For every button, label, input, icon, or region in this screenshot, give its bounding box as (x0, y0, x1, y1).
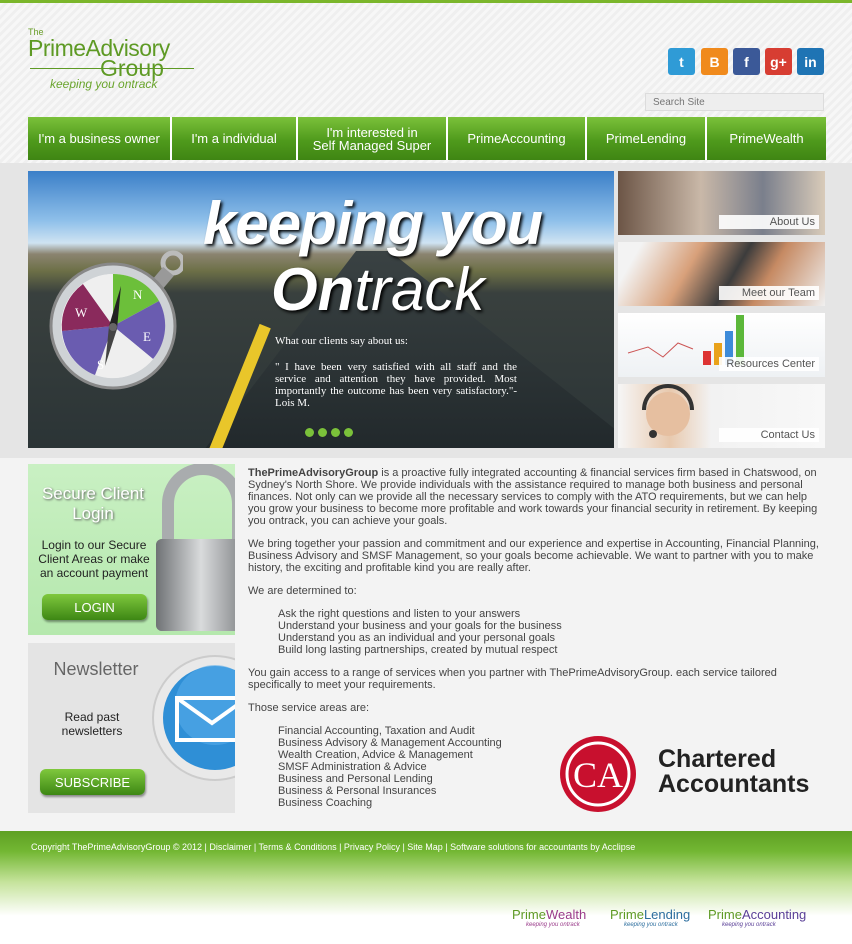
determined-heading: We are determined to: (248, 585, 357, 597)
nav-individual[interactable]: I'm a individual (172, 117, 298, 160)
logo-line1: PrimeAdvisory (28, 35, 170, 61)
compass-s: S (97, 357, 105, 372)
newsletter-box (28, 643, 235, 813)
search-input[interactable] (645, 93, 824, 111)
nav-prime-wealth[interactable]: PrimeWealth (707, 117, 826, 160)
logo-tagline: keeping you ontrack (50, 77, 158, 91)
slider-dot[interactable] (331, 428, 340, 437)
login-button[interactable]: LOGIN (42, 594, 147, 620)
main-nav (28, 117, 826, 160)
thumb-meet-our-team[interactable] (618, 242, 825, 306)
nav-prime-accounting[interactable]: PrimeAccounting (448, 117, 587, 160)
header (0, 3, 852, 163)
slider-dot[interactable] (344, 428, 353, 437)
padlock-icon (148, 464, 235, 635)
nav-self-managed-super[interactable]: I'm interested in Self Managed Super (298, 117, 448, 160)
newsletter-description: Read past newsletters (61, 710, 123, 738)
login-title: Secure Client Login (41, 484, 145, 523)
thumb-label: Resources Center (719, 357, 819, 371)
twitter-icon[interactable]: t (668, 48, 695, 75)
slider-dot[interactable] (305, 428, 314, 437)
compass-icon (43, 241, 183, 391)
passion-paragraph: We bring together your passion and commitment and our experience and expertise in Accounting, Financial Planning, Business Advisory and SMSF Management, so your goals become achievable. We want to partner with you to make history, the exciting and profitable kind you are really after. (248, 538, 819, 574)
intro-paragraph: ThePrimeAdvisoryGroup is a proactive fully integrated accounting & financial services firm based in Chatswood, on Sydney's North Shore. We provide individuals with the assistance required to manage both business and personal finances. Not only can we provide all the necessary services to comply with the ATO requirements, but we can help you grow your business to become more profitable and work towards your financial security in retirement. By keeping you ontrack, you can achieve your goals. (248, 467, 818, 527)
determined-list (248, 608, 826, 656)
thumb-resources-center[interactable] (618, 313, 825, 377)
svg-text:CA: CA (572, 755, 624, 795)
blogger-icon[interactable]: B (701, 48, 728, 75)
access-paragraph: You gain access to a range of services when you partner with ThePrimeAdvisoryGroup. each service tailored specifically to meet your requirements. (248, 667, 777, 691)
brand-prime-accounting[interactable]: PrimeAccounting keeping you ontrack (708, 907, 807, 928)
brand-prime-wealth[interactable]: PrimeWealth keeping you ontrack (512, 907, 587, 928)
list-item: Business Advisory & Management Accounting (278, 737, 502, 749)
logo-line2: Group (100, 55, 164, 81)
hero-title-on: On (271, 256, 355, 323)
thumb-label: Contact Us (719, 428, 819, 442)
chartered-accountants-logo (558, 735, 824, 815)
slider-dots (305, 428, 353, 437)
areas-heading: Those service areas are: (248, 702, 370, 714)
list-item: Financial Accounting, Taxation and Audit (278, 725, 475, 737)
footer-links[interactable]: Copyright ThePrimeAdvisoryGroup © 2012 | Disclaimer | Terms & Conditions | Privacy Policy | Site Map | Software solutions for accountants by Acclipse (31, 842, 636, 852)
logo-the: The (28, 27, 44, 37)
newsletter-title: Newsletter (53, 659, 139, 679)
googleplus-icon[interactable]: g+ (765, 48, 792, 75)
secure-login-box (28, 464, 235, 635)
compass-w: W (75, 305, 88, 320)
compass-n: N (133, 287, 143, 302)
footer (0, 831, 852, 944)
list-item: Understand you as an individual and your personal goals (278, 632, 556, 644)
site-logo[interactable] (28, 27, 198, 95)
list-item: Business Coaching (278, 797, 373, 809)
hero-title-line1: keeping you (203, 190, 543, 257)
facebook-icon[interactable]: f (733, 48, 760, 75)
testimonial-label: What our clients say about us: (275, 335, 408, 347)
ca-monogram-icon (558, 735, 638, 815)
subscribe-button[interactable]: SUBSCRIBE (40, 769, 145, 795)
list-item: Understand your business and your goals for the business (278, 620, 562, 632)
thumb-contact-us[interactable] (618, 384, 825, 448)
list-item: Business & Personal Insurances (278, 785, 437, 797)
slider-dot[interactable] (318, 428, 327, 437)
thumb-label: About Us (719, 215, 819, 229)
brand-prime-lending[interactable]: PrimeLending keeping you ontrack (610, 907, 691, 928)
list-item: Build long lasting partnerships, created by mutual respect (278, 644, 558, 656)
thumb-about-us[interactable] (618, 171, 825, 235)
ca-wordmark: Chartered Accountants (658, 745, 810, 798)
testimonial-quote: " I have been very satisfied with all staff and the service and attention they have provided. Most importantly the outcome has been very satisfactory."- Lois M. (275, 361, 517, 409)
nav-prime-lending[interactable]: PrimeLending (587, 117, 707, 160)
thumb-label: Meet our Team (719, 286, 819, 300)
list-item: SMSF Administration & Advice (278, 761, 427, 773)
login-description: Login to our Secure Client Areas or make an account payment (38, 538, 150, 580)
linkedin-icon[interactable]: in (797, 48, 824, 75)
hero-title-track: track (354, 256, 485, 323)
list-item: Business and Personal Lending (278, 773, 433, 785)
list-item: Ask the right questions and listen to your answers (278, 608, 521, 620)
hero-banner[interactable] (28, 171, 614, 448)
compass-e: E (143, 329, 151, 344)
list-item: Wealth Creation, Advice & Management (278, 749, 473, 761)
nav-business-owner[interactable]: I'm a business owner (28, 117, 172, 160)
hero-title-line2 (271, 255, 484, 324)
